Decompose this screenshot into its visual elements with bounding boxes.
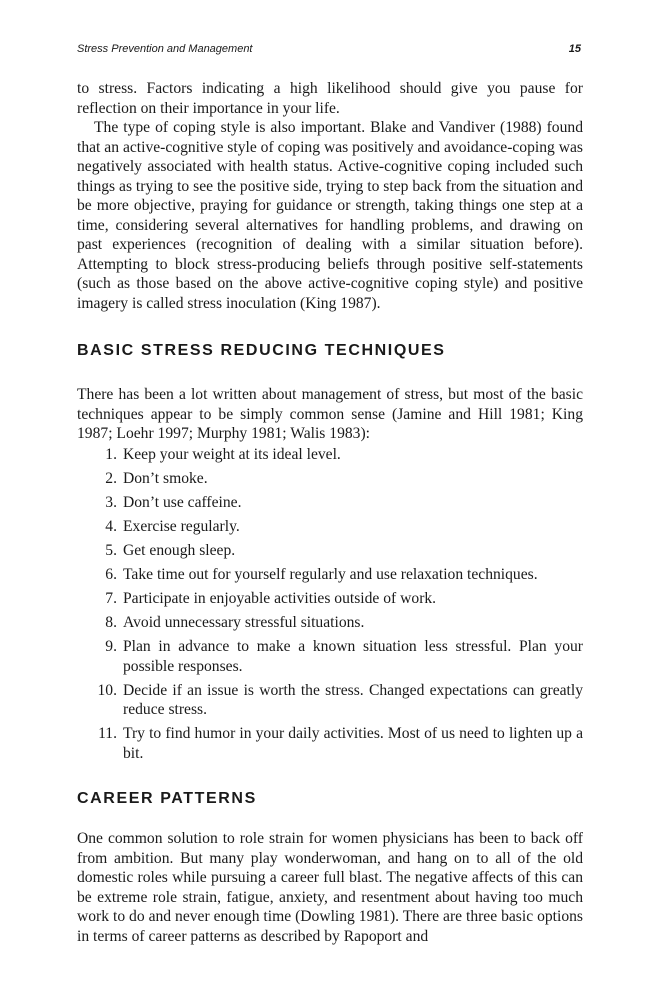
- paragraph-continuation: to stress. Factors indicating a high likelihood should give you pause for reflection on their importance in your life.: [77, 80, 583, 117]
- list-item: [77, 517, 583, 537]
- list-item-number: 6.: [105, 566, 117, 583]
- list-item: [77, 445, 583, 465]
- list-item-number: 7.: [105, 590, 117, 607]
- list-item-text: Decide if an issue is worth the stress. Changed expectations can greatly reduce stress.: [123, 681, 583, 718]
- list-item: [77, 469, 583, 489]
- list-item-number: 11.: [98, 725, 117, 742]
- list-item: [77, 565, 583, 585]
- list-item-text: Try to find humor in your daily activities. Most of us need to lighten up a bit.: [123, 725, 583, 762]
- list-item: [77, 637, 583, 676]
- list-item-text: Plan in advance to make a known situation less stressful. Plan your possible responses.: [123, 638, 583, 675]
- list-item-text: Don’t smoke.: [123, 470, 208, 487]
- list-item-number: 5.: [105, 542, 117, 559]
- list-item: [77, 589, 583, 609]
- page-number: 15: [568, 43, 581, 55]
- list-item-number: 8.: [105, 614, 117, 631]
- running-title: Stress Prevention and Management: [77, 43, 253, 55]
- paragraph-techniques-intro: There has been a lot written about management of stress, but most of the basic techniques appear to be simply common sense (Jamine and Hill 1981; King 1987; Loehr 1997; Murphy 1981; Walis 1983):: [77, 386, 583, 442]
- list-item-number: 9.: [105, 638, 117, 655]
- section-heading-basic-techniques: BASIC STRESS REDUCING TECHNIQUES: [77, 342, 446, 359]
- list-item-number: 2.: [105, 470, 117, 487]
- running-header: [77, 43, 583, 59]
- list-item-number: 1.: [105, 446, 117, 463]
- list-item: [77, 724, 583, 763]
- techniques-list: [77, 445, 583, 768]
- list-item: [77, 681, 583, 720]
- opening-section: [77, 79, 583, 313]
- list-item-text: Exercise regularly.: [123, 518, 240, 535]
- list-item-text: Don’t use caffeine.: [123, 494, 242, 511]
- section-heading-career-patterns: CAREER PATTERNS: [77, 790, 257, 807]
- list-item: [77, 493, 583, 513]
- list-item-number: 4.: [105, 518, 117, 535]
- list-item: [77, 541, 583, 561]
- list-item-text: Avoid unnecessary stressful situations.: [123, 614, 365, 631]
- list-item-text: Participate in enjoyable activities outside of work.: [123, 590, 437, 607]
- list-item-text: Keep your weight at its ideal level.: [123, 446, 341, 463]
- list-item-number: 10.: [97, 681, 117, 699]
- list-item: [77, 613, 583, 633]
- list-item-text: Take time out for yourself regularly and use relaxation techniques.: [123, 566, 538, 583]
- paragraph-coping-style: The type of coping style is also important. Blake and Vandiver (1988) found that an active-cognitive style of coping was positively and avoidance-coping was negatively associated with health status. Active-cognitive coping included such things as trying to see the positive side, trying to step back from the situation and be more objective, praying for guidance or strength, taking things one step at a time, considering several alternatives for handling problems, and drawing on past experiences (recognition of dealing with a similar situation before). Attempting to block stress-producing beliefs through positive self-statements (such as those based on the above active-cognitive coping style) and positive imagery is called stress inoculation (King 1987).: [77, 119, 583, 312]
- list-item-number: 3.: [105, 494, 117, 511]
- list-item-text: Get enough sleep.: [123, 542, 236, 559]
- paragraph-career-patterns: One common solution to role strain for women physicians has been to back off from ambition. But many play wonderwoman, and hang on to all of the old domestic roles while pursuing a career full blast. The negative affects of this can be extreme role strain, fatigue, anxiety, and resentment about having too much work to do and never enough time (Dowling 1981). There are three basic options in terms of career patterns as described by Rapoport and: [77, 830, 583, 945]
